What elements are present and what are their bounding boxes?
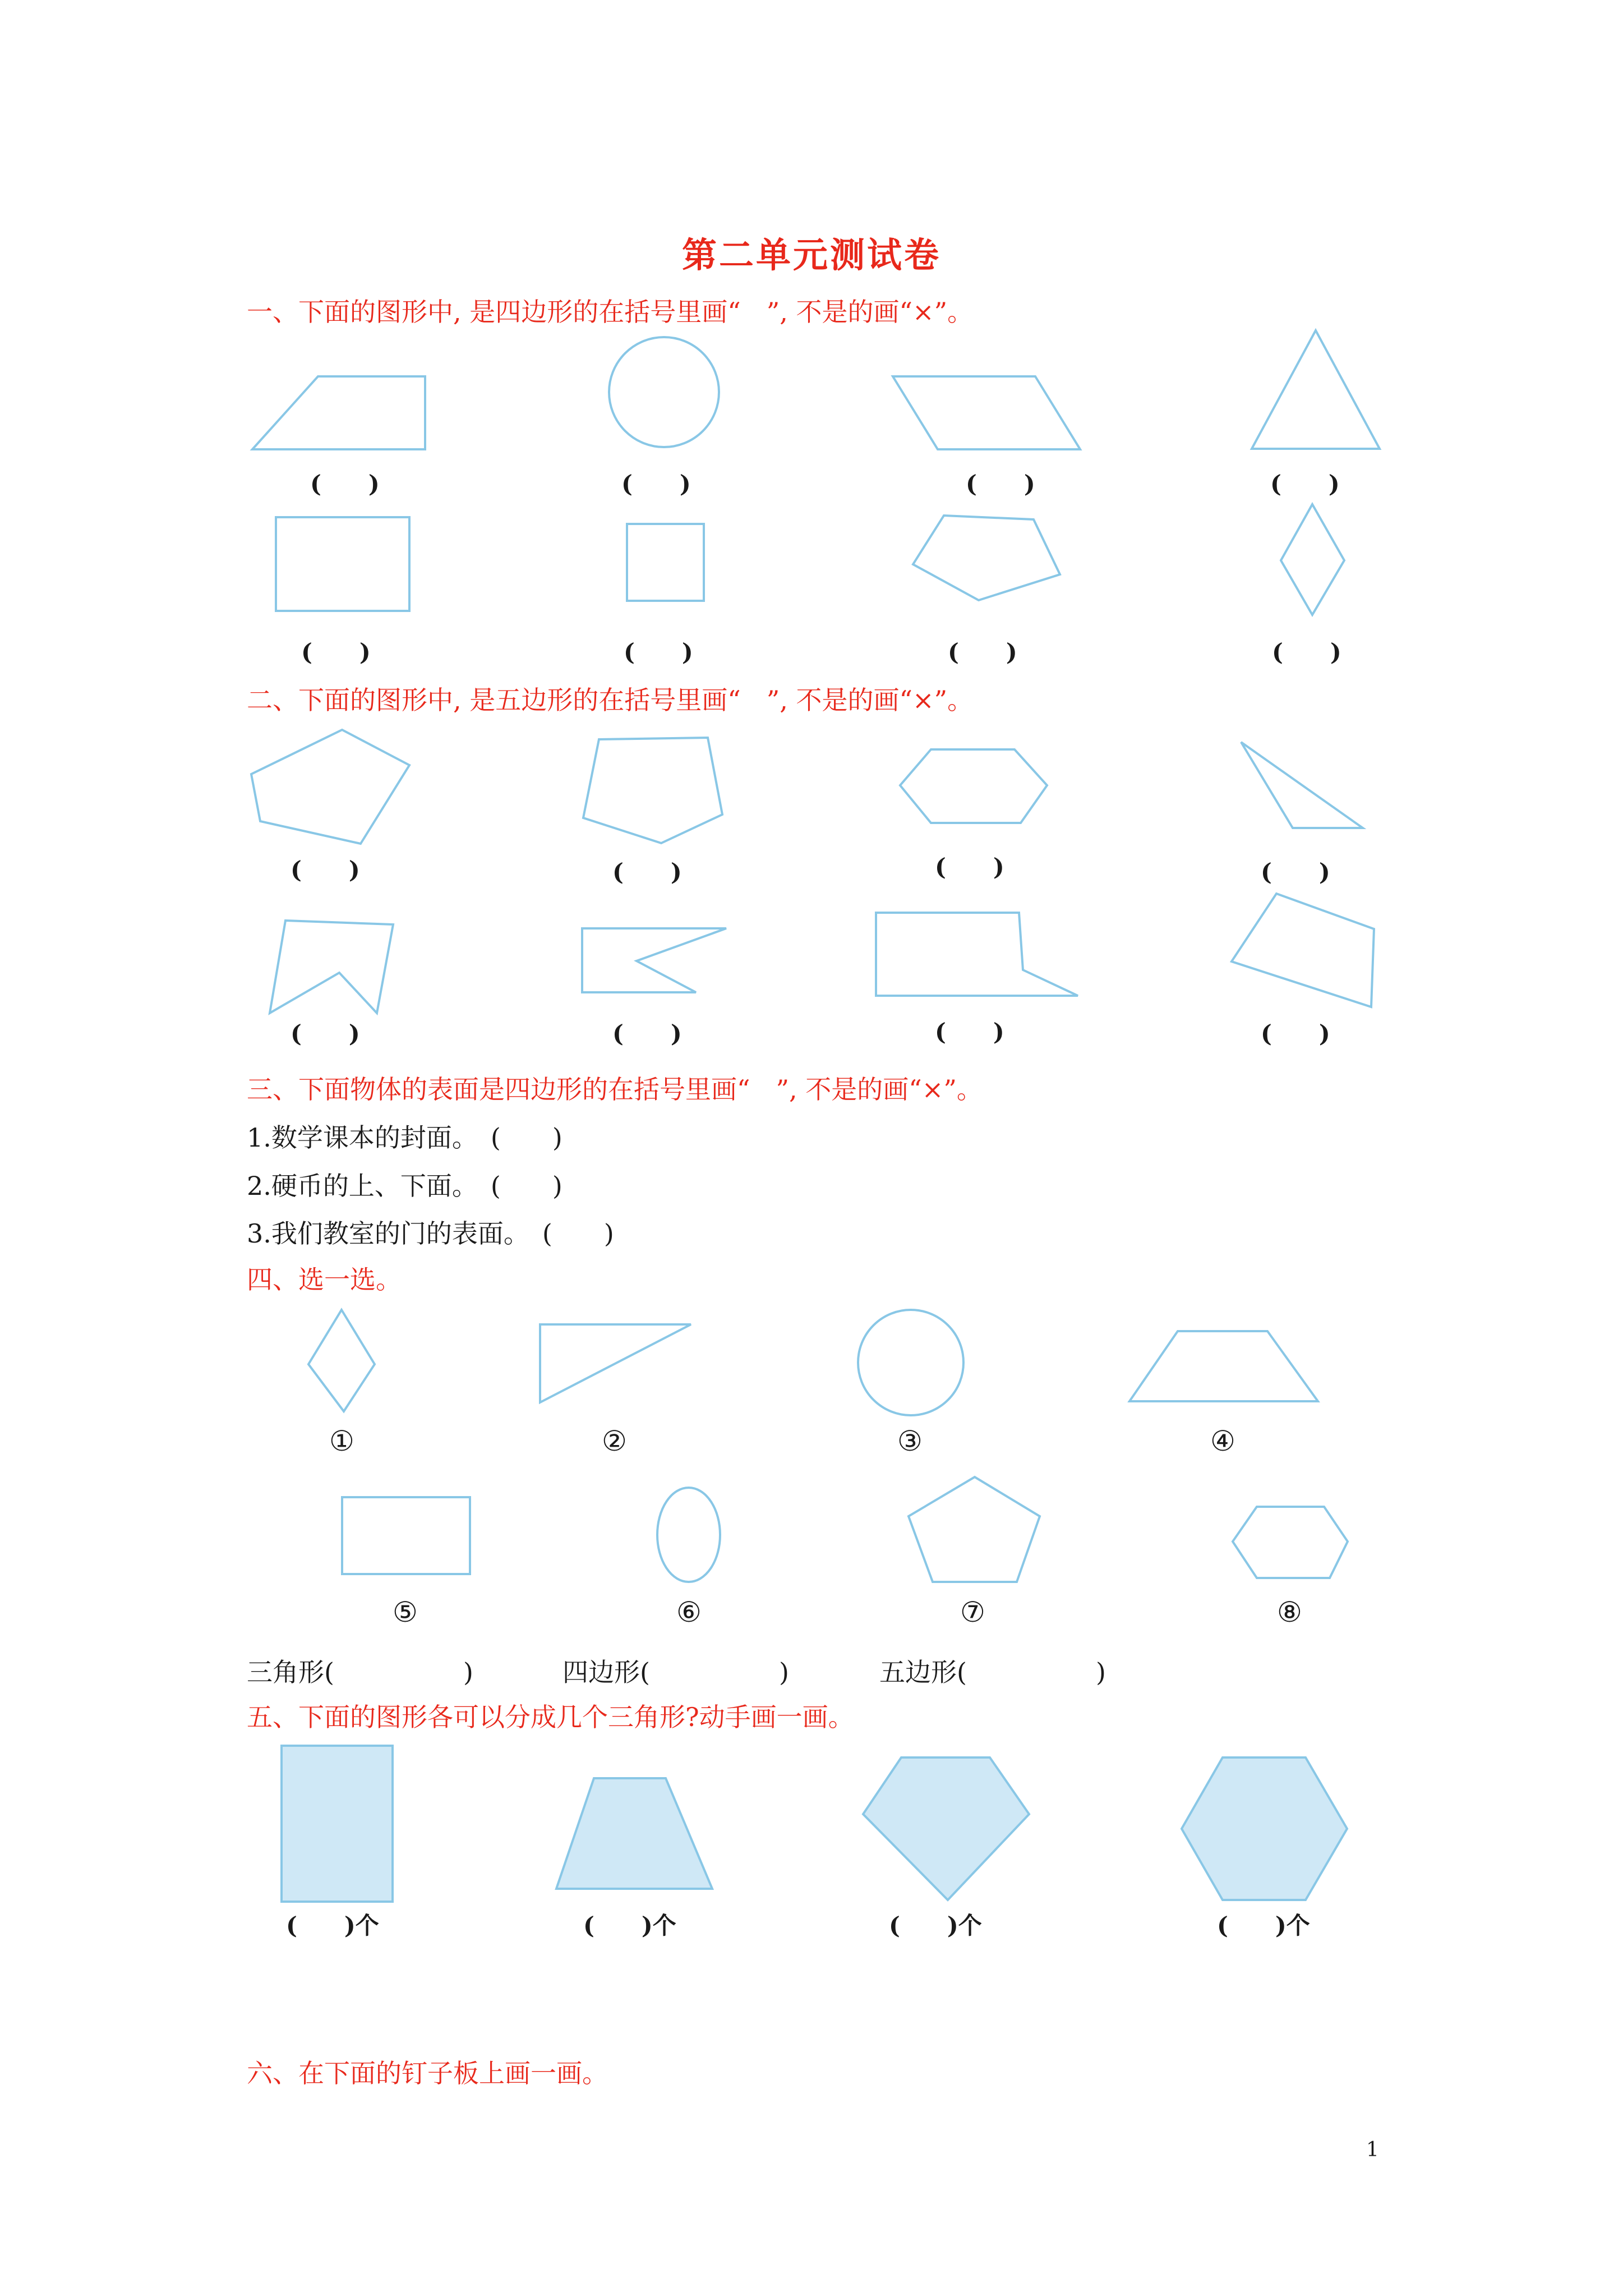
triangle-shape — [1239, 740, 1368, 833]
answer-blank[interactable]: ( ) — [1270, 470, 1340, 498]
triangle-shape — [1252, 329, 1386, 452]
pentagon-answer-field[interactable]: 五边形( ) — [879, 1657, 1106, 1687]
pentagon-shape — [251, 728, 414, 849]
page-title: 第二单元测试卷 — [681, 234, 941, 275]
answer-blank[interactable]: ( ) — [612, 1020, 682, 1047]
answer-blank[interactable]: ( ) — [966, 470, 1035, 498]
section6-heading: 六、在下面的钉子板上画一画。 — [247, 2058, 608, 2088]
answer-blank[interactable]: ( ) — [935, 1018, 1004, 1046]
option-number: ② — [602, 1425, 627, 1457]
option-number: ④ — [1210, 1425, 1235, 1457]
question-item[interactable]: 3.我们教室的门的表面。 ( ) — [247, 1218, 614, 1249]
option-number: ⑧ — [1277, 1596, 1302, 1628]
rhombus-shape — [307, 1308, 377, 1415]
question-item[interactable]: 2.硬币的上、下面。 ( ) — [247, 1171, 562, 1201]
answer-blank[interactable]: ( ) — [621, 470, 691, 498]
answer-blank[interactable]: ( ) — [1272, 638, 1341, 666]
section4-heading: 四、选一选。 — [247, 1264, 402, 1295]
option-number: ⑦ — [960, 1596, 985, 1628]
pentagon-shape — [875, 912, 1082, 1001]
answer-blank[interactable]: ( )个 — [889, 1912, 982, 1939]
answer-blank[interactable]: ( ) — [612, 858, 682, 886]
answer-blank[interactable]: ( ) — [935, 853, 1004, 881]
rectangle-shape — [275, 516, 415, 614]
hexagon-shape — [1232, 1505, 1352, 1584]
triangle-answer-field[interactable]: 三角形( ) — [247, 1657, 473, 1687]
question-item[interactable]: 1.数学课本的封面。 ( ) — [247, 1122, 562, 1153]
filled-hexagon-shape — [1181, 1756, 1352, 1904]
page-number: 1 — [1366, 2138, 1379, 2161]
section3-heading: 三、下面物体的表面是四边形的在括号里画“ ”, 不是的画“×”。 — [247, 1074, 983, 1105]
option-number: ① — [329, 1425, 354, 1457]
hexagon-shape — [900, 748, 1052, 829]
answer-blank[interactable]: ( )个 — [583, 1912, 676, 1939]
circle-shape — [857, 1309, 966, 1418]
answer-blank[interactable]: ( ) — [291, 1020, 360, 1047]
trapezoid-shape — [252, 375, 432, 453]
parallelogram-shape — [893, 375, 1083, 453]
answer-blank[interactable]: ( ) — [1261, 1020, 1330, 1047]
option-number: ⑥ — [676, 1596, 702, 1628]
filled-rectangle-shape — [280, 1745, 395, 1904]
answer-blank[interactable]: ( ) — [624, 638, 693, 666]
filled-trapezoid-shape — [555, 1777, 715, 1892]
rectangle-shape — [341, 1496, 473, 1577]
answer-blank[interactable]: ( ) — [310, 470, 380, 498]
rhombus-shape — [1280, 503, 1347, 620]
concave-pentagon-shape — [269, 919, 398, 1017]
trapezoid-shape — [1128, 1329, 1322, 1405]
right-triangle-shape — [538, 1323, 695, 1407]
section5-heading: 五、下面的图形各可以分成几个三角形?动手画一画。 — [247, 1702, 854, 1732]
option-number: ⑤ — [393, 1596, 418, 1628]
quadrilateral-shape — [1232, 892, 1380, 1013]
answer-blank[interactable]: ( )个 — [1217, 1912, 1310, 1939]
concave-pentagon-shape — [582, 927, 728, 997]
answer-blank[interactable]: ( ) — [291, 856, 360, 884]
filled-pentagon-shape — [862, 1756, 1033, 1904]
pentagon-shape — [907, 1475, 1045, 1585]
square-shape — [626, 523, 707, 604]
section2-heading: 二、下面的图形中, 是五边形的在括号里画“ ”, 不是的画“×”。 — [247, 685, 974, 715]
quadrilateral-answer-field[interactable]: 四边形( ) — [562, 1657, 789, 1687]
answer-blank[interactable]: ( ) — [948, 638, 1017, 666]
answer-blank[interactable]: ( )个 — [286, 1912, 379, 1939]
answer-blank[interactable]: ( ) — [301, 638, 371, 666]
section1-heading: 一、下面的图形中, 是四边形的在括号里画“ ”, 不是的画“×”。 — [247, 297, 974, 327]
answer-blank[interactable]: ( ) — [1261, 858, 1330, 886]
option-number: ③ — [897, 1425, 923, 1457]
pentagon-shape — [913, 514, 1064, 604]
pentagon-shape — [583, 738, 729, 847]
ellipse-shape — [656, 1487, 723, 1585]
circle-shape — [609, 337, 721, 449]
